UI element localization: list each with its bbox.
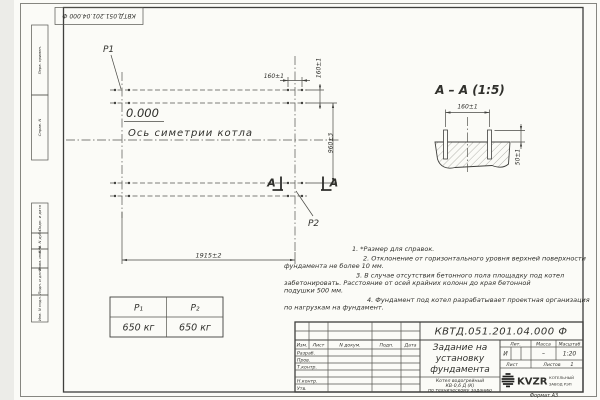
note-line: 3. В случае отсутствия бетонного пола площадку под котел xyxy=(356,271,565,280)
row-prov: Пров. xyxy=(297,358,311,364)
col-izm: Изм. xyxy=(296,343,308,349)
svg-text:160±1: 160±1 xyxy=(315,57,323,79)
anchor-bolt-left xyxy=(444,130,448,159)
svg-text:1915±2: 1915±2 xyxy=(195,251,222,260)
note-line: подушки 500 мм. xyxy=(284,286,344,295)
subject-line2: КВ-0,6 Д (К) xyxy=(445,384,475,389)
sheets-label: Листов xyxy=(543,363,561,368)
svg-text:160±1: 160±1 xyxy=(457,103,478,111)
col-data: Дата xyxy=(404,343,417,349)
load-point-label-p2: P2 xyxy=(308,219,320,229)
sheets-value: 1 xyxy=(570,362,574,369)
title-block-doc-number: КВТД.051.201.04.000 Ф xyxy=(434,326,568,338)
note-line: 4. Фундамент под котел разрабатывает проектная организация xyxy=(367,296,590,304)
format-label: Формат А3 xyxy=(529,393,559,399)
load-table-header-p1: P₁ xyxy=(133,303,144,314)
section-letter-right: А xyxy=(329,176,339,190)
row-nkontr: Н.контр. xyxy=(297,379,318,385)
note-line: по нагрузкам на фундамент. xyxy=(284,303,384,312)
load-point-label-p1: P1 xyxy=(103,45,115,55)
elevation-mark: 0.000 xyxy=(126,106,159,120)
svg-text:160±1: 160±1 xyxy=(263,73,284,80)
load-table-value-p2: 650 кг xyxy=(179,322,211,334)
load-table-header-p2: P₂ xyxy=(190,303,200,314)
mass-label: Масса xyxy=(536,342,551,348)
logo-sub2: ЗАВОД РЭП xyxy=(549,381,572,387)
doc-title-line3: фундамента xyxy=(430,365,490,375)
scale-label: Масштаб xyxy=(558,342,581,348)
doc-title-line1: Задание на xyxy=(432,343,488,353)
svg-text:960±3: 960±3 xyxy=(327,132,335,154)
corner-stamp-doc-number: КВТД.051.201.04.000 Ф xyxy=(62,11,136,19)
strip-label-perv-primen: Перв. примен. xyxy=(37,45,43,75)
lit-label: Лит. xyxy=(510,342,521,348)
strip-label-vzam-inv: Взам. инв. N xyxy=(37,246,43,271)
anchor-bolt-right xyxy=(488,130,492,159)
symmetry-axis-label: Ось симетрии котла xyxy=(128,128,253,139)
note-line: 2. Отклонение от горизонтального уровня верхней поверхности xyxy=(363,254,586,263)
scale-value: 1:20 xyxy=(562,350,577,358)
section-view-title: А – А (1:5) xyxy=(435,83,505,97)
row-tkontr: Т.контр. xyxy=(297,365,317,371)
note-line: забетонировать. Расстояние от осей крайних колонн до края бетонной xyxy=(284,279,531,287)
row-utv: Утв. xyxy=(297,386,307,392)
col-podp: Подп. xyxy=(379,343,394,349)
lit-value: И xyxy=(503,350,508,358)
subject-line3: по техническому заданию xyxy=(428,388,492,394)
subject-line1: Котел водогрейный xyxy=(435,379,485,384)
sheet-label: Лист xyxy=(506,363,518,368)
strip-label-inv-podl: Инв. N подл. xyxy=(37,295,43,322)
row-razrab: Разраб. xyxy=(297,351,316,357)
doc-title-line2: установку xyxy=(435,354,485,364)
note-line: фундамента не более 10 мм. xyxy=(284,262,384,270)
svg-text:50±1: 50±1 xyxy=(514,148,522,166)
strip-label-podp-data-1: Подп. и дата xyxy=(37,205,43,231)
note-line: 1. *Размер для справок. xyxy=(352,245,435,253)
strip-label-podp-data-2: Подп. и дата xyxy=(37,268,43,295)
strip-label-inv-dubl: Инв. N дубл. xyxy=(37,228,43,254)
logo-text: KVZR xyxy=(517,376,548,388)
logo-sub1: КОТЕЛЬНЫЙ xyxy=(549,375,574,380)
load-table-value-p1: 650 кг xyxy=(122,322,155,334)
mass-value: – xyxy=(542,350,545,358)
strip-label-sprav-n: Справ. N xyxy=(37,118,43,137)
col-ndok: N докум. xyxy=(339,343,361,349)
col-list: Лист xyxy=(312,343,325,349)
section-letter-left: А xyxy=(267,176,276,190)
